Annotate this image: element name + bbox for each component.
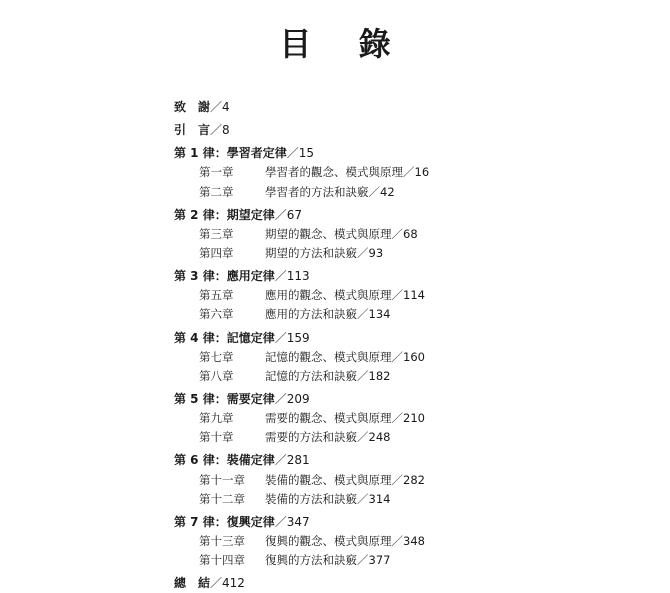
- page-number: 348: [403, 533, 425, 548]
- entry-label: 總 結: [174, 576, 211, 591]
- toc-chapter-6[interactable]: [174, 305, 634, 324]
- law-label: 第 6 律：裝備定律: [174, 453, 275, 468]
- page-separator: ／: [391, 472, 403, 487]
- chapter-title: 裝備的方法和訣竅: [265, 491, 357, 506]
- chapter-label: 第二章: [199, 184, 234, 199]
- chapter-label: 第十章: [199, 430, 234, 445]
- toc-law-3[interactable]: [174, 267, 634, 286]
- page-separator: ／: [357, 430, 369, 445]
- page-title: 目 錄: [279, 25, 409, 63]
- chapter-title: 裝備的觀念、模式與原理: [265, 472, 392, 487]
- toc-chapter-4[interactable]: [174, 244, 634, 263]
- chapter-label: 第十三章: [199, 533, 245, 548]
- toc-law-6[interactable]: [174, 451, 634, 470]
- page-separator: ／: [274, 514, 287, 529]
- toc-entry-acknowledgements[interactable]: [174, 98, 634, 117]
- page-separator: ／: [274, 391, 287, 406]
- page-number: 377: [368, 553, 391, 568]
- page-separator: ／: [368, 184, 380, 199]
- chapter-label: 第三章: [199, 226, 234, 241]
- chapter-label: 第六章: [199, 307, 234, 322]
- page-number: 68: [403, 226, 418, 241]
- toc-law-4[interactable]: [174, 329, 634, 348]
- chapter-title: 期望的觀念、模式與原理: [265, 226, 392, 241]
- page-separator: ／: [210, 100, 223, 114]
- page-number: 412: [222, 576, 245, 591]
- page-separator: ／: [274, 207, 287, 222]
- page-number: 42: [380, 184, 395, 199]
- toc-chapter-3[interactable]: [174, 225, 634, 244]
- chapter-title: 學習者的方法和訣竅: [265, 184, 369, 199]
- toc-entry-introduction[interactable]: [174, 121, 634, 140]
- toc-law-2[interactable]: [174, 206, 634, 225]
- page-separator: ／: [210, 576, 223, 591]
- toc-chapter-5[interactable]: [174, 286, 634, 305]
- toc-chapter-2[interactable]: [174, 183, 634, 202]
- entry-label: 引 言: [174, 123, 211, 138]
- chapter-title: 需要的方法和訣竅: [265, 430, 357, 445]
- page-separator: ／: [274, 330, 287, 345]
- chapter-title: 應用的方法和訣竅: [265, 307, 357, 322]
- toc-chapter-10[interactable]: [174, 428, 634, 447]
- page-number: 8: [222, 123, 230, 138]
- page-number: 113: [286, 269, 310, 284]
- page-number: 159: [286, 330, 310, 345]
- page-number: 182: [368, 368, 391, 383]
- page-number: 134: [368, 307, 391, 322]
- chapter-title: 需要的觀念、模式與原理: [265, 411, 392, 426]
- toc-chapter-12[interactable]: [174, 490, 634, 509]
- chapter-title: 應用的觀念、模式與原理: [265, 288, 392, 303]
- page-separator: ／: [403, 165, 415, 180]
- law-label: 第 2 律：期望定律: [174, 207, 275, 222]
- law-label: 第 3 律：應用定律: [174, 269, 275, 284]
- page-number: 114: [403, 288, 425, 303]
- toc-chapter-8[interactable]: [174, 367, 634, 386]
- chapter-label: 第八章: [199, 368, 234, 383]
- page-number: 160: [403, 349, 425, 364]
- chapter-title: 學習者的觀念、模式與原理: [265, 165, 403, 180]
- toc-entry-conclusion[interactable]: [174, 574, 634, 593]
- toc-chapter-14[interactable]: [174, 551, 634, 570]
- law-label: 第 7 律：復興定律: [174, 514, 275, 529]
- chapter-label: 第十四章: [199, 553, 245, 568]
- page-number: 248: [368, 430, 391, 445]
- toc-law-5[interactable]: [174, 390, 634, 409]
- toc-chapter-1[interactable]: [174, 163, 634, 182]
- chapter-label: 第四章: [199, 245, 234, 260]
- page-separator: ／: [391, 349, 403, 364]
- page-number: 281: [286, 453, 310, 468]
- toc-law-7[interactable]: [174, 513, 634, 532]
- page-separator: ／: [357, 307, 369, 322]
- page-separator: ／: [357, 553, 369, 568]
- chapter-label: 第十一章: [199, 472, 245, 487]
- page-separator: ／: [274, 453, 287, 468]
- page-separator: ／: [357, 368, 369, 383]
- toc-law-1[interactable]: [174, 144, 634, 163]
- page-number: 209: [286, 391, 310, 406]
- chapter-title: 期望的方法和訣竅: [265, 245, 357, 260]
- page-number: 4: [222, 100, 230, 114]
- page-separator: ／: [357, 245, 369, 260]
- page-separator: ／: [391, 226, 403, 241]
- law-label: 第 5 律：需要定律: [174, 391, 275, 406]
- page-number: 282: [403, 472, 425, 487]
- page-number: 93: [368, 245, 384, 260]
- law-label: 第 4 律：記憶定律: [174, 330, 275, 345]
- page-separator: ／: [274, 269, 287, 284]
- chapter-title: 記憶的觀念、模式與原理: [265, 349, 392, 364]
- page-number: 16: [414, 165, 430, 180]
- law-label: 第 1 律：學習者定律: [174, 146, 287, 161]
- page-separator: ／: [391, 411, 403, 426]
- chapter-label: 第七章: [199, 349, 234, 364]
- chapter-label: 第一章: [199, 165, 234, 180]
- page-separator: ／: [210, 123, 223, 138]
- page-number: 15: [298, 146, 315, 161]
- page-separator: ／: [357, 491, 369, 506]
- page-number: 314: [368, 491, 391, 506]
- toc-chapter-13[interactable]: [174, 532, 634, 551]
- chapter-title: 記憶的方法和訣竅: [265, 368, 357, 383]
- page-number: 67: [286, 207, 303, 222]
- page-number: 210: [403, 411, 425, 426]
- chapter-label: 第五章: [199, 288, 234, 303]
- page-separator: ／: [391, 288, 403, 303]
- page-number: 347: [286, 514, 310, 529]
- entry-label: 致 謝: [174, 100, 211, 114]
- toc-chapter-7[interactable]: [174, 348, 634, 367]
- toc-chapter-11[interactable]: [174, 471, 634, 490]
- chapter-title: 復興的方法和訣竅: [265, 553, 357, 568]
- page-separator: ／: [391, 533, 403, 548]
- chapter-title: 復興的觀念、模式與原理: [265, 533, 392, 548]
- page-separator: ／: [286, 146, 299, 161]
- table-of-contents: [174, 98, 634, 593]
- chapter-label: 第十二章: [199, 491, 245, 506]
- chapter-label: 第九章: [199, 411, 234, 426]
- toc-chapter-9[interactable]: [174, 409, 634, 428]
